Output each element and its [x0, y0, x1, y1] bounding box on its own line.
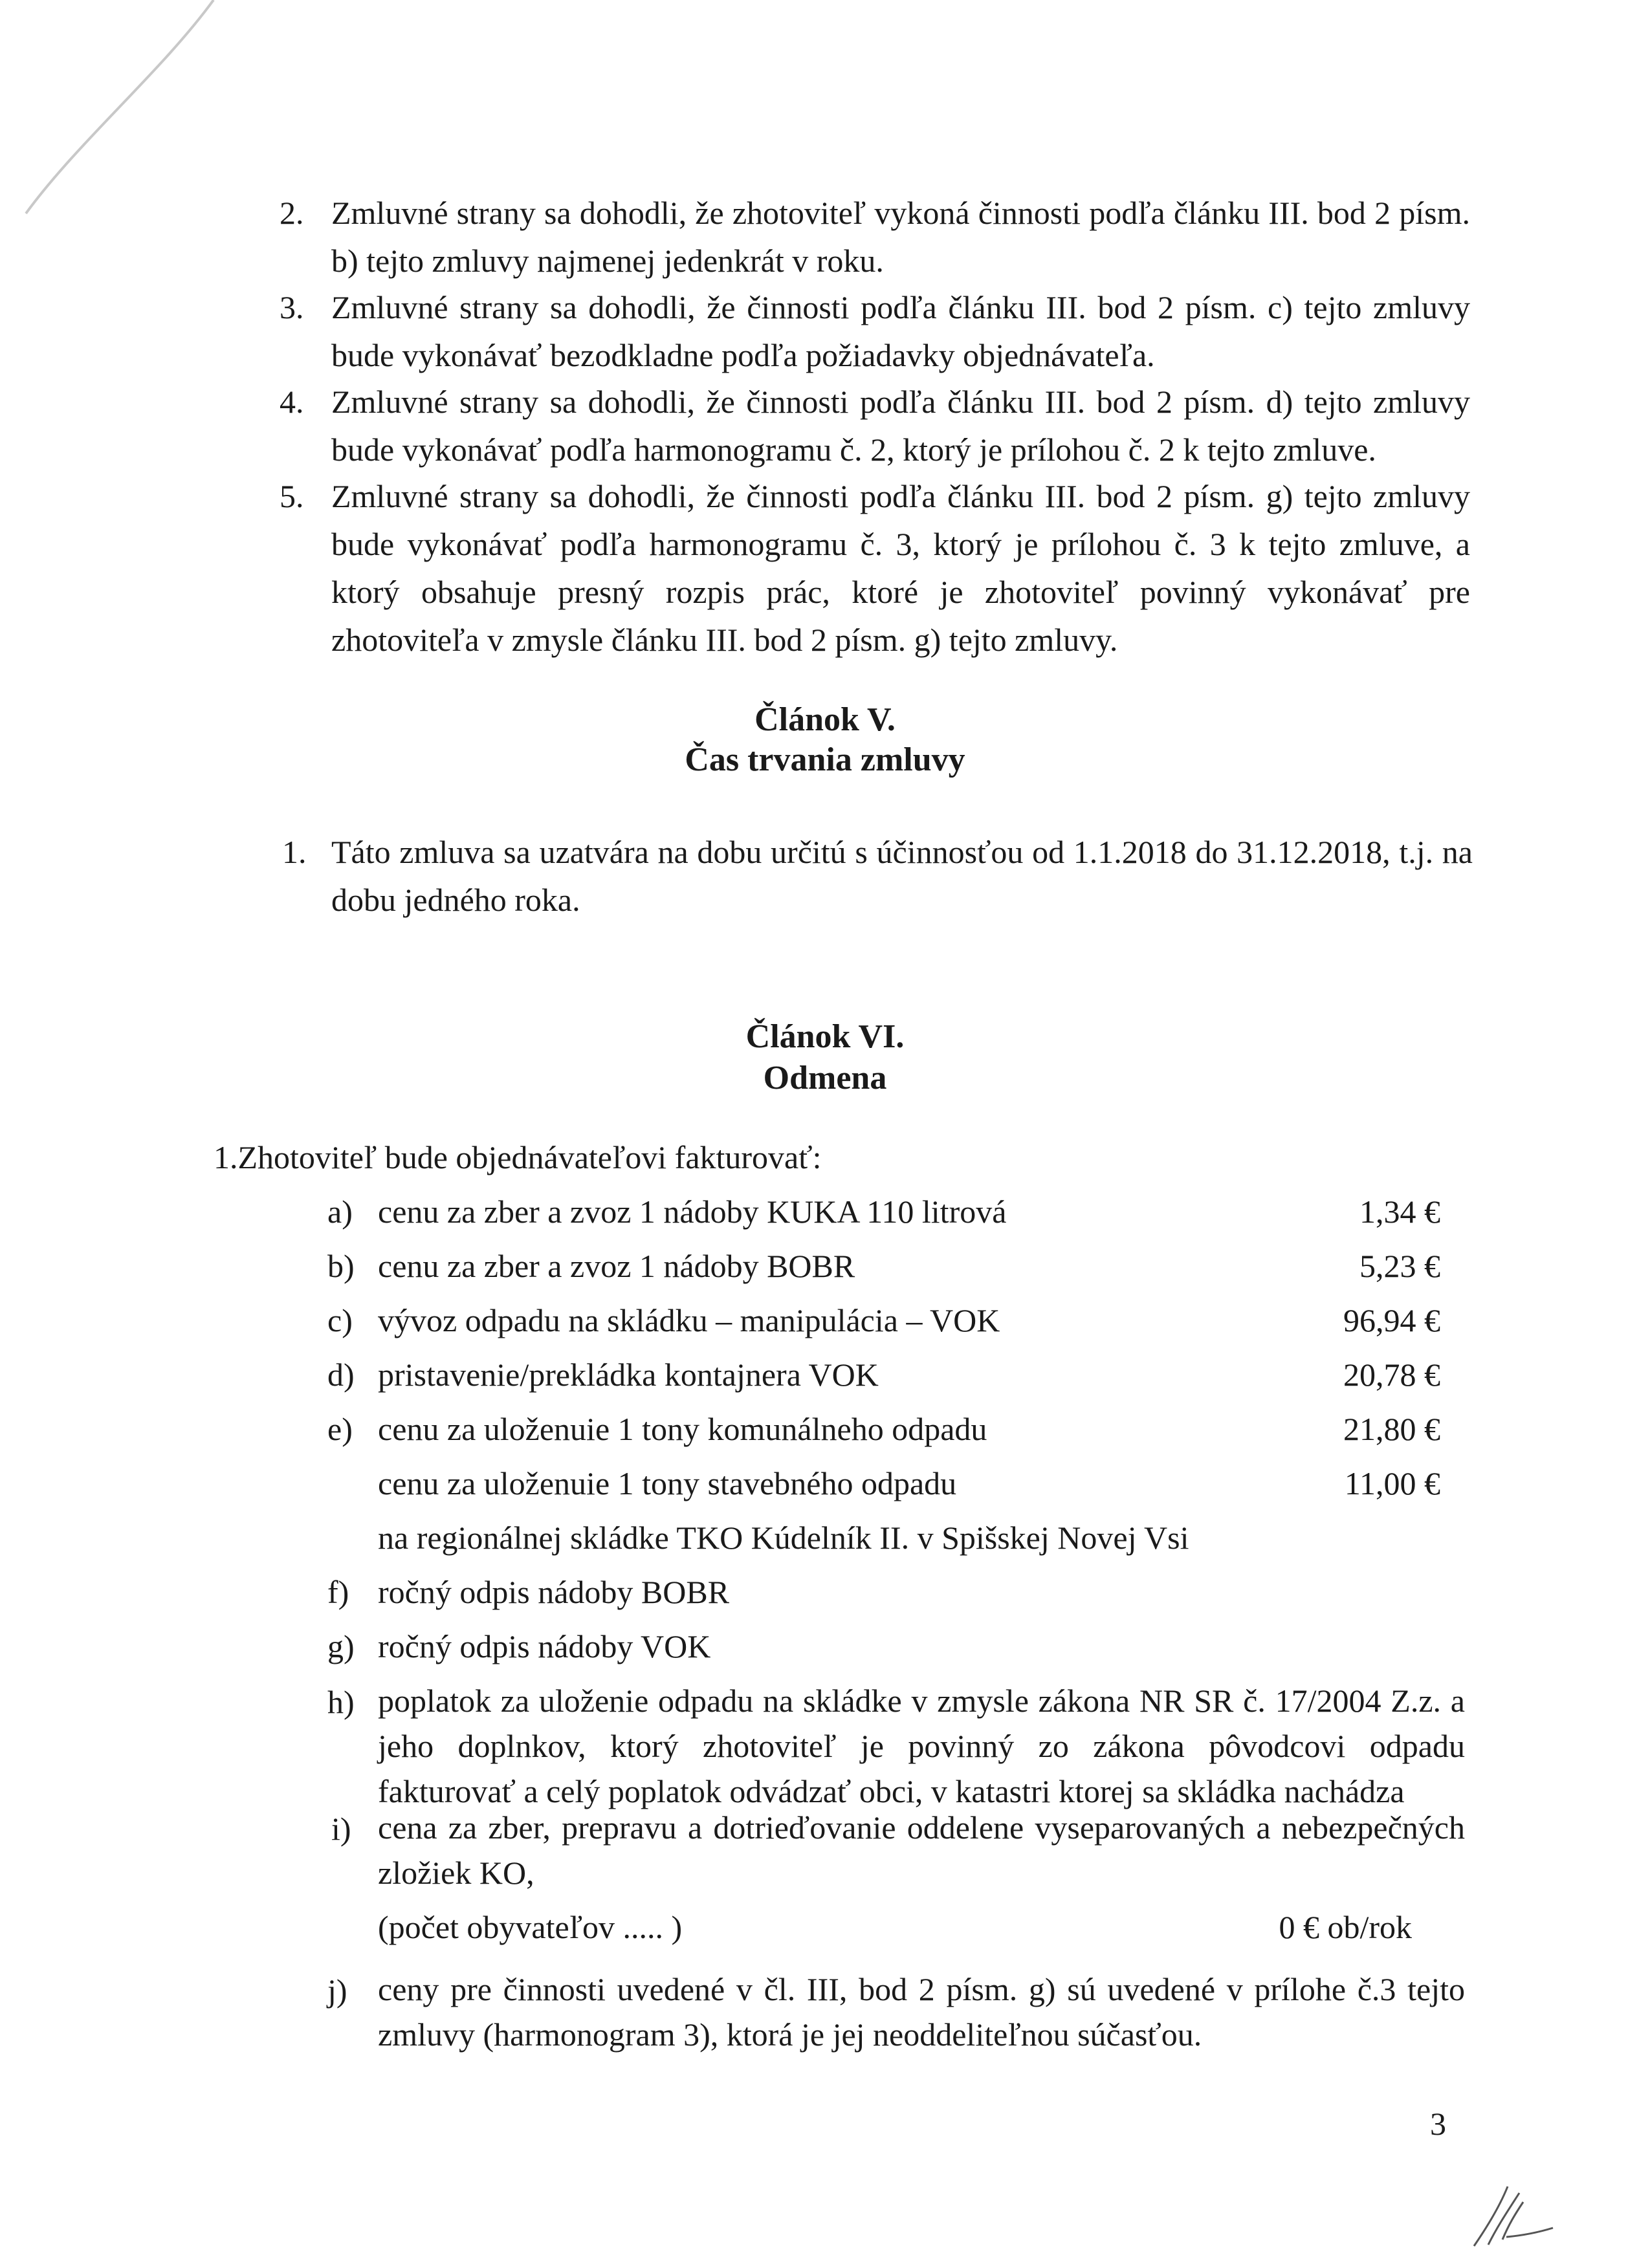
clause-text: Táto zmluva sa uzatvára na dobu určitú s účinnosťou od 1.1.2018 do 31.12.2018, t.j. na dobu jedného roka.	[331, 834, 1473, 918]
fee-letter: e)	[327, 1411, 353, 1447]
fee-letter: b)	[327, 1248, 355, 1284]
clause-text: Zmluvné strany sa dohodli, že činnosti podľa článku III. bod 2 písm. c) tejto zmluvy bude vykonávať bezodkladne podľa požiadavky objednávateľa.	[331, 289, 1470, 373]
fee-description: vývoz odpadu na skládku – manipulácia – VOK	[378, 1302, 1000, 1338]
fee-letter: j)	[327, 1972, 347, 2009]
clause-number: 1.	[282, 834, 307, 870]
fee-row-a	[0, 1188, 1650, 1236]
fee-description: pristavenie/prekládka kontajnera VOK	[378, 1357, 879, 1393]
fee-letter: h)	[327, 1684, 355, 1720]
fee-letter: g)	[327, 1628, 355, 1664]
fee-description: cenu za zber a zvoz 1 nádoby BOBR	[378, 1248, 855, 1284]
fee-price: 20,78 €	[1343, 1357, 1440, 1393]
fee-description: cena za zber, prepravu a dotrieďovanie oddelene vyseparovaných a nebezpečných zložiek KO,	[378, 1809, 1465, 1891]
fee-letter: c)	[327, 1302, 353, 1338]
fee-description: ročný odpis nádoby BOBR	[378, 1574, 730, 1610]
fee-description: ceny pre činnosti uvedené v čl. III, bod 2 písm. g) sú uvedené v prílohe č.3 tejto zmluvy (harmonogram 3), ktorá je jej neoddeliteľnou súčasťou.	[378, 1971, 1465, 2053]
residents-count: (počet obyvateľov ..... )	[378, 1909, 683, 1945]
fee-row-i	[0, 1805, 1650, 1902]
fee-description: na regionálnej skládke TKO Kúdelník II. v Spišskej Novej Vsi	[378, 1520, 1189, 1556]
handwritten-initials	[1469, 2174, 1559, 2251]
clause-text: Zmluvné strany sa dohodli, že zhotoviteľ vykoná činnosti podľa článku III. bod 2 písm. b) tejto zmluvy najmenej jedenkrát v roku.	[331, 195, 1470, 279]
fee-row-j	[0, 1967, 1650, 2064]
article-5-subheading: Čas trvania zmluvy	[685, 741, 965, 778]
fee-price: 21,80 €	[1343, 1411, 1440, 1447]
fee-row-b	[0, 1242, 1650, 1290]
fee-price: 1,34 €	[1359, 1194, 1440, 1230]
fee-row-c	[0, 1296, 1650, 1344]
clause-number: 5.	[280, 478, 304, 514]
fee-row-d	[0, 1351, 1650, 1399]
fee-row-f	[0, 1568, 1650, 1616]
clause-text: Zmluvné strany sa dohodli, že činnosti podľa článku III. bod 2 písm. g) tejto zmluvy bude vykonávať podľa harmonogramu č. 3, ktorý je prílohou č. 3 k tejto zmluve, a ktorý obsahuje presný rozpis prác, ktoré je zhotoviteľ povinný vykonávať pre zhotoviteľa v zmysle článku III. bod 2 písm. g) tejto zmluvy.	[331, 478, 1470, 658]
article-5-heading: Článok V.	[754, 701, 896, 738]
fee-description: poplatok za uloženie odpadu na skládke v zmysle zákona NR SR č. 17/2004 Z.z. a jeho doplnkov, ktorý zhotoviteľ je povinný zo zákona pôvodcovi odpadu fakturovať a celý poplatok odvádzať obci, v katastri ktorej sa skládka nachádza	[378, 1683, 1465, 1809]
fee-price: 11,00 €	[1344, 1465, 1440, 1501]
clause-number: 4.	[280, 384, 304, 420]
fee-letter: f)	[327, 1574, 349, 1610]
fee-price: 0 € ob/rok	[1279, 1909, 1412, 1945]
article-6-subheading: Odmena	[763, 1060, 887, 1096]
article-6-intro: 1.Zhotoviteľ bude objednávateľovi fakturovať:	[214, 1139, 822, 1175]
fee-row-g	[0, 1622, 1650, 1670]
fee-row-e-construction	[0, 1459, 1650, 1507]
fee-description: cenu za zber a zvoz 1 nádoby KUKA 110 litrová	[378, 1194, 1007, 1230]
fee-letter: a)	[327, 1194, 353, 1230]
fee-description: cenu za uloženuie 1 tony stavebného odpadu	[378, 1465, 957, 1501]
fee-letter: i)	[331, 1811, 351, 1847]
fee-row-e-location	[0, 1514, 1650, 1562]
clause-text: Zmluvné strany sa dohodli, že činnosti podľa článku III. bod 2 písm. d) tejto zmluvy bude vykonávať podľa harmonogramu č. 2, ktorý je prílohou č. 2 k tejto zmluve.	[331, 384, 1470, 468]
clause-number: 3.	[280, 289, 304, 325]
fee-price: 96,94 €	[1343, 1302, 1440, 1338]
clause-number: 2.	[280, 195, 304, 231]
fee-price: 5,23 €	[1359, 1248, 1440, 1284]
fee-description: cenu za uloženuie 1 tony komunálneho odpadu	[378, 1411, 987, 1447]
fee-letter: d)	[327, 1357, 355, 1393]
fee-row-e	[0, 1405, 1650, 1453]
page-number: 3	[1430, 2106, 1446, 2142]
fee-row-i-residents	[0, 1903, 1650, 1951]
article-6-heading: Článok VI.	[745, 1018, 905, 1055]
fee-description: ročný odpis nádoby VOK	[378, 1628, 711, 1664]
scan-edge-mark	[0, 0, 233, 220]
